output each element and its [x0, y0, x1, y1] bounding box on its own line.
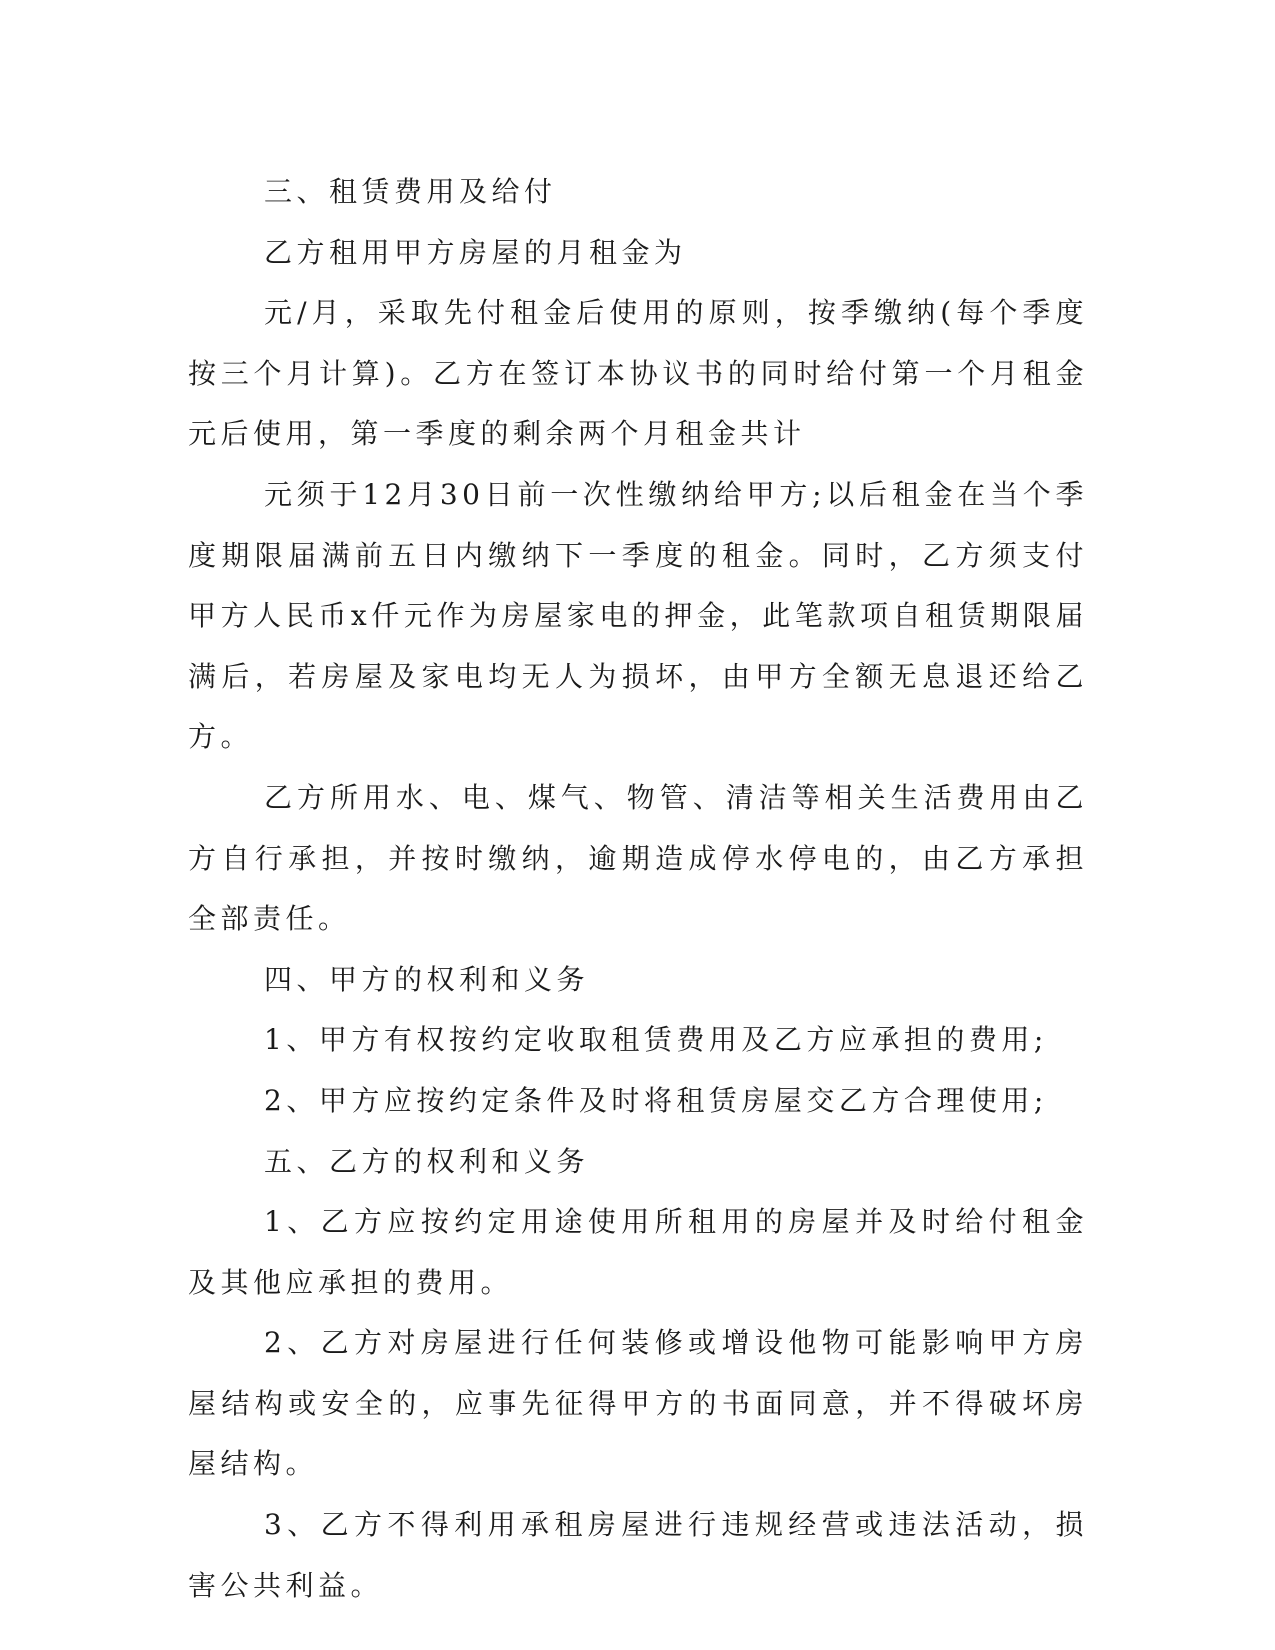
party-a-item-2: 2、甲方应按约定条件及时将租赁房屋交乙方合理使用;: [264, 1083, 1048, 1117]
document-body: [188, 162, 1088, 1616]
section-heading-rent-payment: 三、租赁费用及给付: [264, 175, 557, 208]
party-b-item-1: 1、乙方应按约定用途使用所租用的房屋并及时给付租金及其他应承担的费用。: [188, 1205, 1088, 1299]
section-heading-party-b: 五、乙方的权利和义务: [264, 1144, 590, 1178]
paragraph-deposit: 元须于12月30日前一次性缴纳给甲方;以后租金在当个季度期限届满前五日内缴纳下一季度的租金。同时，乙方须支付甲方人民币x仟元作为房屋家电的押金，此笔款项自租赁期限届满后，若房屋及家电均无人为损坏，由甲方全额无息退还给乙方。: [188, 477, 1088, 754]
paragraph-utilities: 乙方所用水、电、煤气、物管、清洁等相关生活费用由乙方自行承担，并按时缴纳，逾期造成停水停电的，由乙方承担全部责任。: [188, 780, 1088, 936]
party-b-item-2: 2、乙方对房屋进行任何装修或增设他物可能影响甲方房屋结构或安全的，应事先征得甲方的书面同意，并不得破坏房屋结构。: [188, 1326, 1088, 1481]
party-b-item-3: 3、乙方不得利用承租房屋进行违规经营或违法活动，损害公共利益。: [188, 1508, 1088, 1602]
party-a-item-1: 1、甲方有权按约定收取租赁费用及乙方应承担的费用;: [264, 1023, 1048, 1057]
paragraph-payment-method: 元/月，采取先付租金后使用的原则，按季缴纳(每个季度按三个月计算)。乙方在签订本协议书的同时给付第一个月租金元后使用，第一季度的剩余两个月租金共计: [188, 296, 1088, 451]
section-heading-party-a: 四、甲方的权利和义务: [264, 962, 590, 996]
paragraph-monthly-rent: 乙方租用甲方房屋的月租金为: [264, 235, 687, 269]
